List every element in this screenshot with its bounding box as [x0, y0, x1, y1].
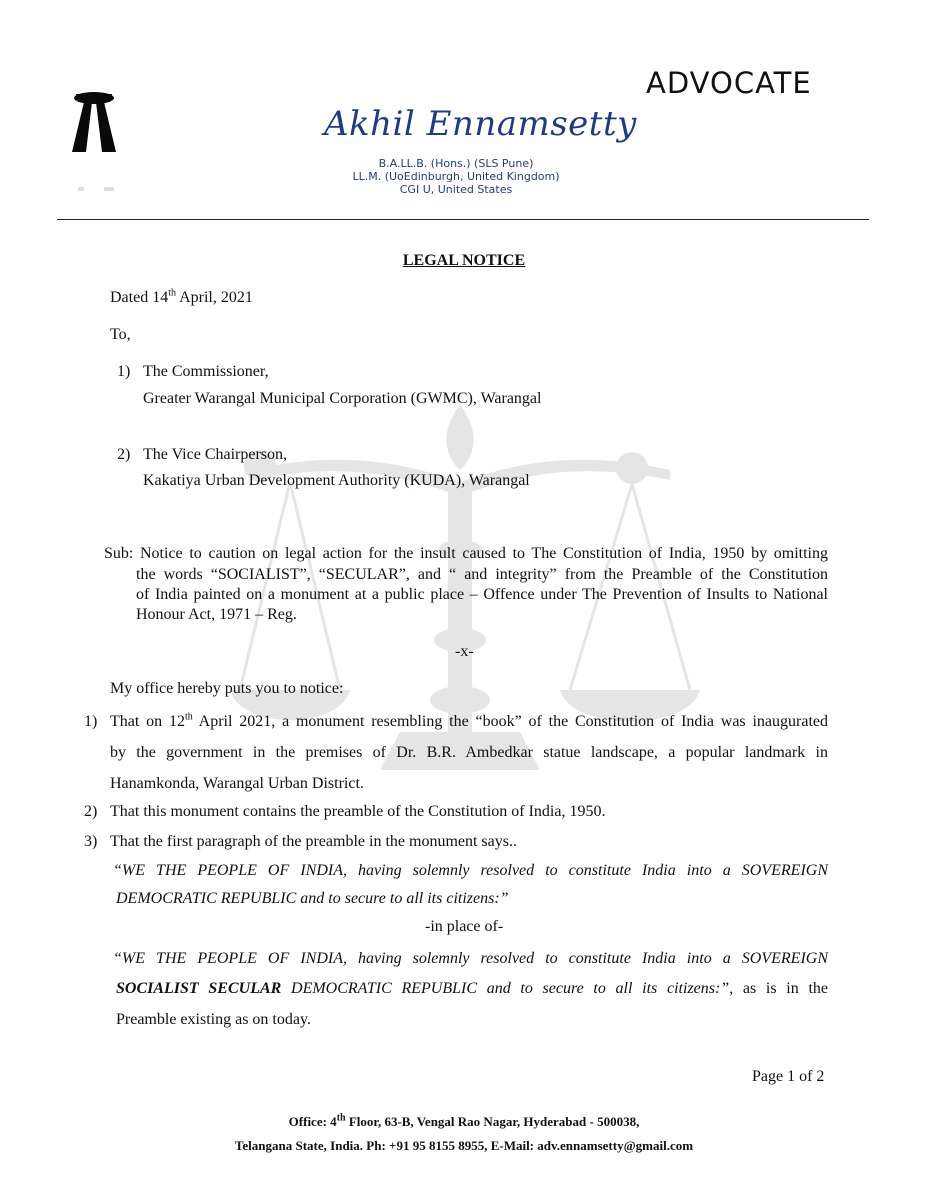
footer-contact: Telangana State, India. Ph: +91 95 8155 8955, E-Mail: adv.ennamsetty@gmail.com — [234, 1138, 694, 1153]
point-1-line: That on 12th April 2021, a monument resembling the “book” of the Constitution of India was inaugurated — [110, 711, 828, 730]
recipient-title: The Vice Chairperson, — [143, 446, 288, 463]
footer-address: Office: 4th Floor, 63-B, Vengal Rao Nagar, Hyderabad - 500038, — [288, 1112, 640, 1129]
page-number: Page 1 of 2 — [752, 1068, 825, 1085]
preamble-quote-original: SOCIALIST SECULAR DEMOCRATIC REPUBLIC and to secure to all its citizens:”, as is in the — [116, 980, 829, 997]
faint-marks — [78, 186, 118, 192]
recipient-title: The Commissioner, — [143, 363, 269, 380]
subject-line: Honour Act, 1971 – Reg. — [136, 606, 297, 623]
preamble-quote-monument: DEMOCRATIC REPUBLIC and to secure to all its citizens:” — [116, 890, 509, 907]
qualification-line: LL.M. (UoEdinburgh, United Kingdom) — [352, 170, 560, 183]
preamble-quote-original: “WE THE PEOPLE OF INDIA, having solemnly resolved to constitute India into a SOVEREIGN — [113, 950, 828, 967]
subject-line: of India painted on a monument at a public place – Offence under The Prevention of Insults to National — [136, 586, 828, 603]
advocate-band-icon — [66, 88, 122, 154]
recipient-number: 2) — [117, 446, 131, 463]
qualifications — [306, 157, 606, 196]
point-number: 1) — [84, 713, 98, 730]
subject-line: Notice to caution on legal action for the insult caused to The Constitution of India, 1950 by omitting — [140, 545, 828, 562]
preamble-quote-original: Preamble existing as on today. — [116, 1011, 311, 1028]
in-place-of-label: -in place of- — [425, 918, 504, 935]
recipient-number: 1) — [117, 363, 131, 380]
qualification-line: CGI U, United States — [399, 183, 513, 196]
point-number: 2) — [84, 803, 98, 820]
section-separator: -x- — [455, 643, 474, 660]
subject-line: the words “SOCIALIST”, “SECULAR”, and “ and integrity” from the Preamble of the Constitution — [136, 566, 828, 583]
advocate-signature-name: Akhil Ennamsetty — [324, 104, 637, 144]
point-number: 3) — [84, 833, 98, 850]
header-divider — [57, 219, 869, 220]
notice-title: LEGAL NOTICE — [402, 252, 526, 269]
recipient-organization: Greater Warangal Municipal Corporation (GWMC), Warangal — [143, 390, 542, 407]
to-salutation: To, — [110, 326, 131, 343]
qualification-line: B.A.LL.B. (Hons.) (SLS Pune) — [378, 157, 534, 170]
notice-date: Dated 14th April, 2021 — [110, 287, 253, 306]
preamble-quote-monument: “WE THE PEOPLE OF INDIA, having solemnly resolved to constitute India into a SOVEREIGN — [113, 862, 828, 879]
subject-label: Sub: — [104, 545, 134, 562]
notice-intro: My office hereby puts you to notice: — [110, 680, 344, 697]
advocate-heading: ADVOCATE — [646, 66, 812, 100]
point-3-text: That the first paragraph of the preamble in the monument says.. — [110, 833, 517, 850]
point-1-line: Hanamkonda, Warangal Urban District. — [110, 775, 364, 792]
point-2-text: That this monument contains the preamble of the Constitution of India, 1950. — [110, 803, 606, 820]
point-1-line: by the government in the premises of Dr. B.R. Ambedkar statue landscape, a popular landmark in — [110, 744, 828, 761]
recipient-organization: Kakatiya Urban Development Authority (KUDA), Warangal — [143, 472, 530, 489]
